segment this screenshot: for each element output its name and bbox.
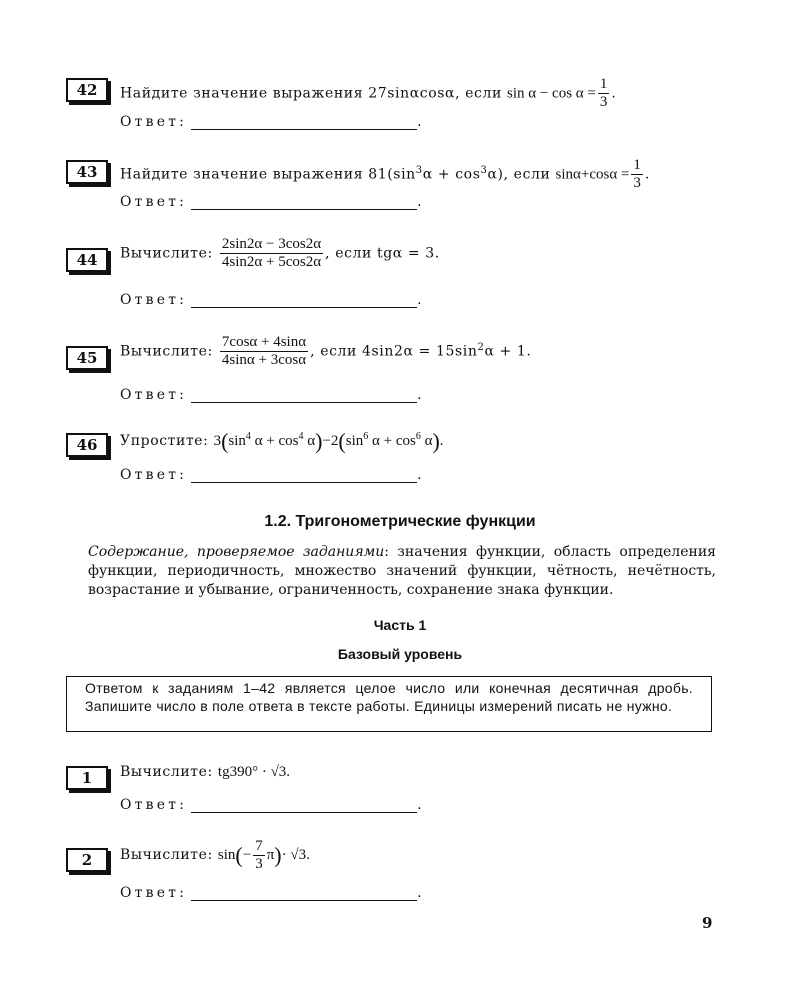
part-heading: Часть 1 (373, 617, 427, 633)
expr-part: α (303, 433, 316, 449)
task-number-44: 44 (66, 248, 108, 272)
instructions-text: Ответом к заданиям 1–42 является целое число или конечная десятичная дробь. Запишите число в поле ответа в тексте работы. Единицы измерений писать не нужно. (85, 680, 693, 714)
task-46-text (120, 427, 444, 452)
fraction-numerator: 7 (255, 838, 263, 854)
fraction-denominator: 4sinα + 3cosα (221, 352, 307, 368)
task-42-condition: sin α − cos α = (506, 85, 596, 102)
task-43-condition: sinα+cosα = (555, 166, 630, 183)
answer-label: Ответ: (120, 194, 188, 210)
page-number: 9 (702, 914, 713, 932)
answer-label: Ответ: (120, 467, 188, 483)
content-label: Содержание, проверяемое заданиями (88, 544, 385, 560)
task-number-2: 2 (66, 848, 108, 872)
task-44-text (120, 236, 440, 271)
task-1-text (120, 762, 290, 782)
fraction-numerator: 2sin2α − 3cos2α (221, 236, 322, 252)
answer-line[interactable] (191, 468, 417, 483)
expr-part: sin (345, 433, 364, 449)
expr-part: sin (228, 433, 246, 449)
coefficient: −2 (322, 433, 339, 449)
answer-field-1[interactable]: Ответ: . (120, 797, 422, 813)
task-number-46: 46 (66, 433, 108, 457)
answer-line[interactable] (191, 195, 417, 210)
fraction-denominator: 3 (255, 856, 263, 872)
task-number-1: 1 (66, 766, 108, 790)
task-2-text (120, 838, 310, 873)
answer-label: Ответ: (120, 885, 188, 901)
expr-tail: · √3. (281, 846, 310, 863)
answer-field-45[interactable]: Ответ: . (120, 387, 422, 403)
answer-line[interactable] (191, 388, 417, 403)
task-46-label: Упростите: (120, 433, 209, 449)
content-text: : значения функции, область определения функции, периодичность, множество значений функции, чётность, нечётность, возрастание и убывание, ограниченность, сохранение знака функции. (88, 544, 716, 598)
exponent: 4 (245, 431, 251, 442)
fraction-numerator: 1 (633, 157, 641, 173)
answer-field-44[interactable]: Ответ: . (120, 292, 422, 308)
fraction-denominator: 3 (633, 175, 641, 191)
answer-label: Ответ: (120, 387, 188, 403)
answer-line[interactable] (191, 115, 417, 130)
exponent: 6 (415, 431, 421, 442)
punct: . (644, 166, 650, 183)
punct: . (611, 85, 617, 102)
section-content-paragraph (88, 543, 716, 600)
task-42-text (120, 76, 616, 111)
task-43-part-a: Найдите значение выражения 81(sin (120, 166, 416, 183)
level-heading: Базовый уровень (337, 646, 463, 662)
task-44-label: Вычислите: (120, 245, 213, 262)
task-44-condition: , если tgα = 3. (325, 245, 440, 262)
task-45-condition-b: α + 1. (484, 343, 532, 360)
answer-line[interactable] (191, 798, 417, 813)
task-43-part-b: α + cos (422, 166, 481, 183)
answer-field-42[interactable]: Ответ: . (120, 114, 422, 130)
answer-label: Ответ: (120, 114, 188, 130)
task-1-expression: tg390° · √3. (217, 764, 291, 780)
task-number-43: 43 (66, 160, 108, 184)
answer-field-46[interactable]: Ответ: . (120, 467, 422, 483)
expr-part: α + cos (250, 433, 299, 449)
task-number-42: 42 (66, 78, 108, 102)
task-43-part-c: α), если (487, 166, 551, 183)
task-1-label: Вычислите: (120, 764, 213, 780)
answer-field-43[interactable]: Ответ: . (120, 194, 422, 210)
task-2-expression: sin(− $\frac{7}{3}$ π)· √3. (217, 838, 310, 872)
task-42-fraction (598, 76, 610, 111)
function-name: sin (217, 846, 236, 863)
task-45-condition-a: , если 4sin2α = 15sin (310, 343, 478, 360)
exponent: 3 (480, 164, 488, 176)
exponent: 2 (477, 341, 485, 353)
task-number-45: 45 (66, 346, 108, 370)
task-45-text (120, 334, 531, 369)
task-45-fraction (220, 334, 308, 369)
answer-field-2[interactable]: Ответ: . (120, 885, 422, 901)
answer-line[interactable] (191, 886, 417, 901)
fraction-denominator: 3 (599, 94, 608, 110)
task-44-fraction (220, 236, 323, 271)
fraction-numerator: 1 (599, 76, 608, 92)
fraction-denominator: 4sin2α + 5cos2α (221, 254, 322, 270)
answer-line[interactable] (191, 293, 417, 308)
fraction-numerator: 7cosα + 4sinα (221, 334, 307, 350)
coefficient: 3 (213, 433, 222, 449)
task-45-label: Вычислите: (120, 343, 213, 360)
section-title: 1.2. Тригонометрические функции (264, 513, 536, 530)
exponent: 6 (363, 431, 369, 442)
punct: . (439, 433, 444, 449)
minus-sign: − (242, 846, 252, 863)
task-43-text (120, 157, 650, 192)
instructions-box (66, 676, 712, 732)
exponent: 3 (415, 164, 423, 176)
task-46-expression: $3(\sin^4$ $\alpha + \cos^4 \alpha)-2(\sin^6$ $\alpha + \cos^6 \alpha$). (213, 428, 444, 454)
task-43-fraction (631, 157, 643, 192)
exponent: 4 (298, 431, 304, 442)
answer-label: Ответ: (120, 797, 188, 813)
expr-part: α (420, 433, 433, 449)
pi-symbol: π (266, 846, 275, 863)
expr-part: α + cos (368, 433, 416, 449)
answer-label: Ответ: (120, 292, 188, 308)
task-2-label: Вычислите: (120, 846, 213, 863)
task-42-statement: Найдите значение выражения 27sinαcosα, если (120, 85, 502, 102)
